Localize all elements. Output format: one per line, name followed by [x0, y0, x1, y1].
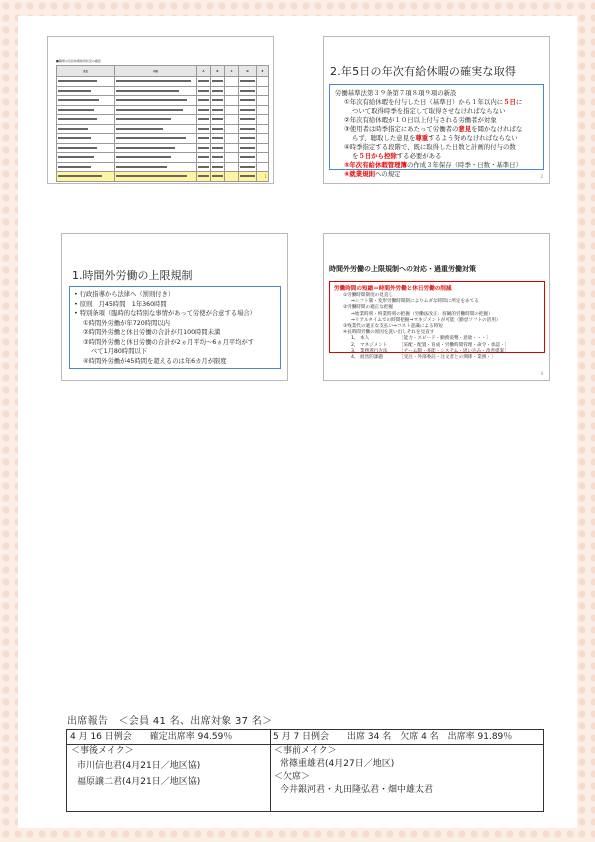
slide-line: らず、聴取した意見を尊重するよう努めなければならない — [352, 134, 518, 142]
table-row — [57, 172, 269, 182]
slide-line: 1、 本人 ［能力・スピード・勤務姿勢・意欲・・・］ — [351, 336, 491, 342]
makeup-entry: 福原譲二君(4月21日／地区協) — [77, 777, 201, 787]
slide-content-box — [329, 84, 544, 178]
slide-line: ⇒始業時刻・終業時刻の把握（労働法改正：客観的労働時間の把握） — [351, 311, 493, 317]
attendance-report-title: 出席報告 ＜会員 41 名、出席対象 37 名＞ — [67, 716, 273, 727]
slide-overwork-measures — [323, 233, 550, 381]
table-header-cell: A — [197, 66, 211, 77]
table-row — [57, 96, 269, 106]
makeup-label: ＜事後メイク＞ — [71, 746, 134, 756]
makeup-entry: 市川信也君(4月21日／地区協) — [77, 761, 201, 771]
slide-highlight-line: 労働時間の短縮＝時間外労働と休日労働の削減 — [334, 286, 452, 292]
slide-line: ③使用者は時季指定にあたって労働者の意見を聞かなければな — [344, 125, 523, 133]
slide-line: ④時季指定する段階で、既に取得した日数と計画的付与の数 — [344, 143, 516, 151]
slide-line: • 特別条項（臨時的な特別な事情があって労使が合意する場合） — [74, 310, 256, 317]
slide-line: 3、 業務遂行方法 ［チーム制・多能・システム・思い込み・改善提案］ — [351, 348, 509, 354]
slide-line: ⇒シフト制・変形労働時間制によりムダな時間に所定をあてる — [351, 299, 479, 305]
slide-title: 時間外労働の上限規制への対応・過重労働対策 — [329, 265, 476, 273]
slide-line: ⑥就業規則への規定 — [344, 170, 401, 178]
slide-line: ④時間外労働が45時間を超えるのは年6カ月が限度 — [83, 357, 227, 365]
makeup-label: ＜事前メイク＞ — [274, 746, 337, 756]
table-header-row — [57, 66, 269, 77]
table-header-cell: E — [257, 66, 269, 77]
slide-line: ②労働時間の適正な把握 — [343, 305, 394, 311]
slide-line: ついて取得時季を指定して取得させなければならない — [352, 107, 506, 115]
slide-line: ⇒リアルタイムでの時間把握⇒マネジメントが可能（勤怠ソフトの活用） — [351, 317, 501, 323]
table-row — [57, 153, 269, 163]
table-row — [57, 124, 269, 134]
slide-line: • 行政指導から法律へ（罰則付き） — [74, 291, 175, 298]
report-column-may — [270, 730, 543, 811]
slide-line: ①時間外労働が年720時間以内 — [83, 319, 170, 327]
absent-label: ＜欠席＞ — [274, 772, 311, 782]
report-header-may: 5 月 7 日例会 出席 34 名 欠席 4 名 出席率 91.89％ — [270, 730, 543, 745]
slide-line: べて1月80時間以下 — [91, 348, 148, 355]
slide-line: ③時間外労働と休日労働の合計が2ヵ月平均～6ヵ月平均がす — [83, 338, 255, 346]
slide-line: 2、 マネジメント ［采配・配置・育成・労働時間管理・命令・承認・］ — [351, 342, 510, 348]
slide-page-number: 4 — [540, 371, 543, 376]
slide-content-box — [329, 281, 545, 361]
report-column-april — [67, 730, 271, 811]
slide-line: ①年次有給休暇を付与した日（基準日）から１年以内に５日に — [344, 98, 523, 106]
table-row — [57, 143, 269, 153]
absent-list: 今井銀河君・丸田隆弘君・畑中雄太君 — [280, 785, 434, 795]
table-row — [57, 86, 269, 96]
table-row — [57, 115, 269, 125]
table-header-cell: 内容 — [115, 66, 197, 77]
slide-line: ①労働時間制度の見直し — [343, 293, 394, 298]
table-row — [57, 162, 269, 172]
slide-line: を５日から控除する必要がある — [352, 152, 442, 160]
slide-title: 1.時間外労働の上限規制 — [72, 269, 193, 282]
table-row — [57, 77, 269, 87]
slide-line: ②時間外労働と休日労働の合計が月100時間未満 — [83, 329, 221, 336]
table-header-cell: 氏名 — [57, 66, 115, 77]
table-header-cell: B — [211, 66, 225, 77]
slide-page-number: 1 — [264, 174, 267, 179]
slide-page-number: 2 — [540, 174, 543, 179]
makeup-entry: 常篠重雄君(4月27日／地区) — [280, 759, 395, 769]
slide-line: ⑤年次有給休暇管理簿の作成３年保存（時季・日数・基準日） — [344, 161, 522, 169]
table-caption: ■職場の有給休暇取得状況の確認 — [56, 59, 101, 63]
slide-vacation-table — [47, 36, 274, 184]
table-header-cell: D — [239, 66, 257, 77]
report-header-april: 4 月 16 日例会 確定出席率 94.59％ — [67, 730, 270, 745]
slide-line: • 原則 月45時間 1年360時間 — [74, 300, 167, 308]
slide-line: 労働基準法第３９条第７項８項９項の新設 — [335, 89, 457, 97]
vacation-table — [56, 65, 269, 182]
slide-line: ③残業代の適正な支払い⇒コスト意識による時短 — [343, 324, 443, 330]
slide-line: ④長時間労働の原因を洗い出しそれを見直す — [343, 330, 435, 336]
slide-paid-leave — [323, 36, 550, 184]
table-row — [57, 105, 269, 115]
slide-overtime-limit — [61, 233, 288, 381]
slide-line: ②年次有給休暇が１０日以上付与される労働者が対象 — [344, 116, 497, 124]
slide-content-box — [69, 286, 281, 369]
table-header-cell: C — [225, 66, 239, 77]
attendance-report-table — [66, 729, 544, 812]
slide-line: 4、 経営的課題 ［受注・外部委託・注文者との関係・業務・］ — [351, 355, 496, 361]
table-row — [57, 134, 269, 144]
slide-title: 2.年5日の年次有給休暇の確実な取得 — [330, 65, 517, 78]
